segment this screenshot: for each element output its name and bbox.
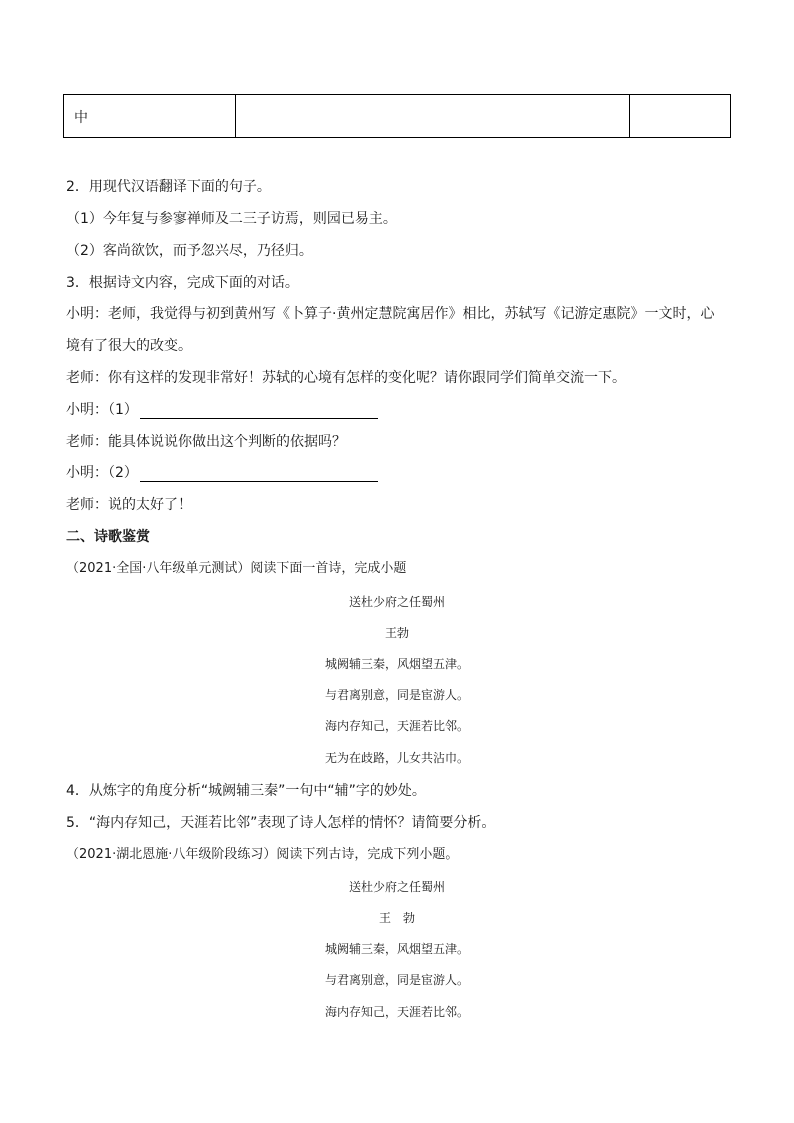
question-5: 5．“海内存知己，天涯若比邻”表现了诗人怎样的情怀？请简要分析。	[66, 815, 496, 831]
dialogue-line-5: 小明：（2）	[66, 464, 378, 482]
dialogue-line-1a: 小明：老师，我觉得与初到黄州写《卜算子·黄州定慧院寓居作》相比，苏轼写《记游定惠院》一文时，心	[66, 306, 715, 322]
poem-1-author: 王勃	[384, 626, 409, 640]
poem-2-line: 城阙辅三秦，风烟望五津。	[324, 942, 469, 956]
poem-1-title: 送杜少府之任蜀州	[348, 595, 445, 609]
poem-1-line: 海内存知己，天涯若比邻。	[324, 719, 469, 733]
question-4: 4．从炼字的角度分析“城阙辅三秦”一句中“辅”字的妙处。	[66, 783, 426, 799]
source-note-1: （2021·全国·八年级单元测试）阅读下面一首诗，完成小题	[66, 561, 407, 576]
table-cell-middle	[236, 95, 630, 137]
answer-blank-1[interactable]	[140, 404, 378, 419]
dialogue-line-4: 老师：能具体说说你做出这个判断的依据吗？	[66, 434, 346, 450]
poem-2-author: 王 勃	[378, 911, 415, 925]
answer-table	[63, 94, 731, 138]
poem-2-line: 与君离别意，同是宦游人。	[324, 973, 469, 987]
table-row-label: 中	[74, 110, 88, 126]
poem-2-title: 送杜少府之任蜀州	[348, 880, 445, 894]
question-2-sentence-1: （1）今年复与参寥禅师及二三子访焉，则园已易主。	[66, 211, 397, 227]
poem-1-line: 城阙辅三秦，风烟望五津。	[324, 657, 469, 671]
question-2-title: 2．用现代汉语翻译下面的句子。	[66, 179, 271, 195]
dialogue-line-1b: 境有了很大的改变。	[66, 338, 192, 354]
question-2-sentence-2: （2）客尚欲饮，而予忽兴尽，乃径归。	[66, 243, 313, 259]
question-3-title: 3．根据诗文内容，完成下面的对话。	[66, 275, 299, 291]
section-heading: 二、诗歌鉴赏	[66, 529, 150, 545]
dialogue-line-6: 老师：说的太好了！	[66, 497, 192, 513]
table-cell-right	[630, 95, 730, 137]
source-note-2: （2021·湖北恩施·八年级阶段练习）阅读下列古诗，完成下列小题。	[66, 847, 459, 862]
poem-1-line: 无为在歧路，儿女共沾巾。	[324, 751, 469, 765]
poem-1-line: 与君离别意，同是宦游人。	[324, 688, 469, 702]
table-cell-label	[64, 95, 236, 137]
dialogue-line-2: 老师：你有这样的发现非常好！苏轼的心境有怎样的变化呢？请你跟同学们简单交流一下。	[66, 370, 626, 386]
dialogue-line-3: 小明：（1）	[66, 401, 378, 419]
answer-blank-2[interactable]	[140, 467, 378, 482]
poem-2-line: 海内存知己，天涯若比邻。	[324, 1005, 469, 1019]
